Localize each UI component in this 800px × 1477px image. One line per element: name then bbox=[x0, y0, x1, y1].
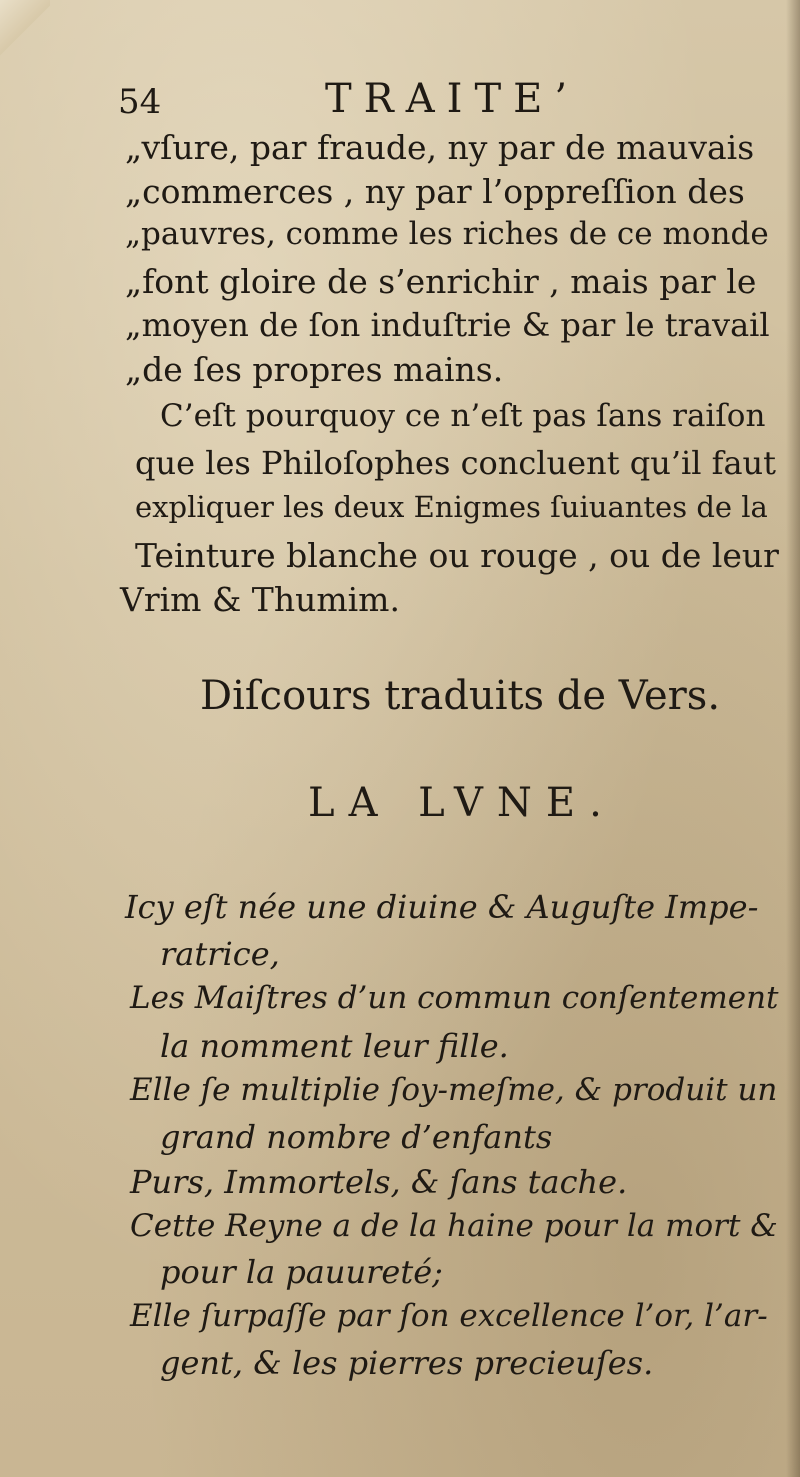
verse-line: grand nombre d’enfants bbox=[160, 1118, 553, 1156]
verse-line: la nomment leur fille. bbox=[160, 1027, 509, 1065]
verse-line: Les Maiſtres d’un commun conſentement bbox=[130, 980, 779, 1016]
prose-line: Teinture blanche ou rouge , ou de leur bbox=[135, 536, 779, 575]
section-heading: Diſcours traduits de Vers. bbox=[200, 673, 721, 719]
prose-line: „commerces , ny par l’oppreſſion des bbox=[125, 172, 745, 211]
prose-line: „de ſes propres mains. bbox=[125, 350, 504, 389]
folded-corner bbox=[0, 0, 50, 60]
prose-line: „vſure, par fraude, ny par de mauvais bbox=[125, 128, 755, 167]
verse-line: Elle ſe multiplie ſoy-meſme, & produit un bbox=[130, 1072, 778, 1108]
prose-line: expliquer les deux Enigmes ſuiuantes de la bbox=[135, 490, 768, 524]
prose-line: que les Philoſophes concluent qu’il faut bbox=[135, 444, 777, 482]
prose-line: Vrim & Thumim. bbox=[120, 580, 400, 619]
running-header: TRAITE’ bbox=[325, 76, 580, 122]
prose-line: „moyen de ſon induſtrie & par le travail bbox=[125, 306, 770, 344]
prose-line: C’eſt pourquoy ce n’eſt pas ſans raiſon bbox=[160, 398, 766, 434]
verse-line: pour la pauureté; bbox=[160, 1253, 443, 1291]
verse-line: Cette Reyne a de la haine pour la mort & bbox=[130, 1208, 778, 1244]
verse-line: Icy eſt née une diuine & Auguſte Impe- bbox=[125, 888, 759, 926]
verse-line: gent, & les pierres precieuſes. bbox=[160, 1344, 654, 1382]
page-edge-shadow bbox=[786, 0, 800, 1477]
prose-line: „font gloire de s’enrichir , mais par le bbox=[125, 262, 757, 301]
verse-line: Elle ſurpaſſe par ſon excellence l’or, l’ar- bbox=[130, 1298, 768, 1334]
prose-line: „pauvres, comme les riches de ce monde bbox=[125, 216, 769, 252]
page-number: 54 bbox=[118, 82, 162, 122]
poem-title: LA LVNE. bbox=[308, 780, 616, 826]
verse-line: ratrice, bbox=[160, 935, 280, 973]
verse-line: Purs, Immortels, & ſans tache. bbox=[130, 1163, 628, 1201]
